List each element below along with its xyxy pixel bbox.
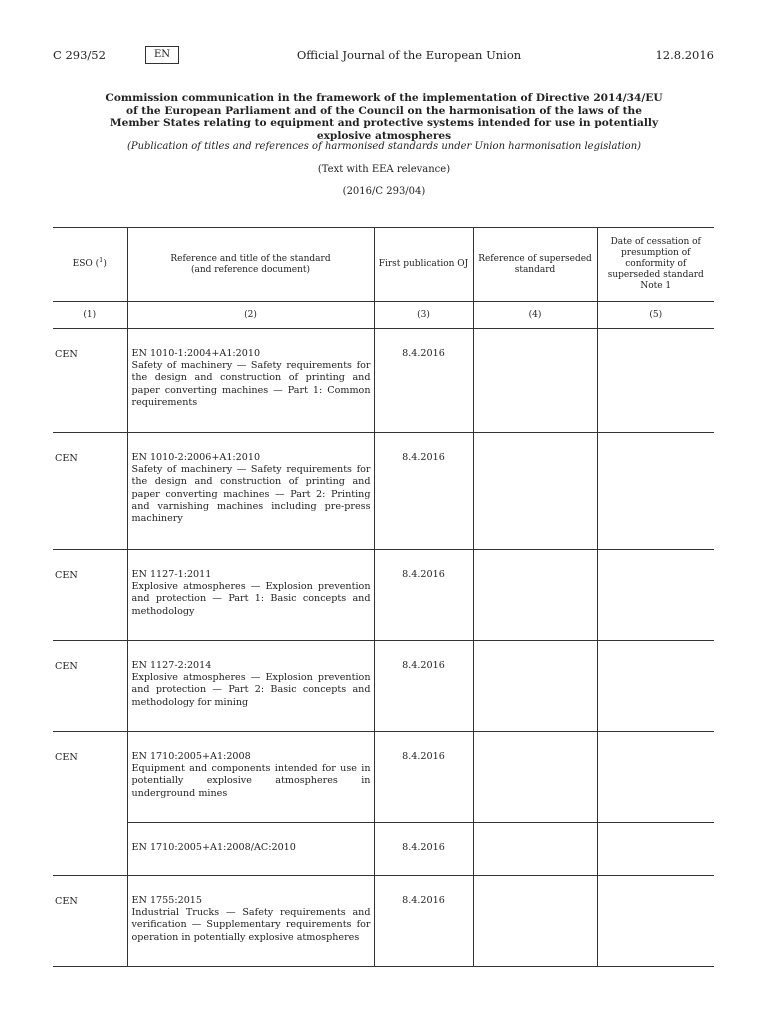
superseded-cell — [473, 876, 597, 967]
eso-cell: CEN — [53, 641, 127, 732]
standard-cell — [127, 876, 374, 967]
column-number-row — [53, 302, 714, 329]
document-reference: (2016/C 293/04) — [342, 186, 426, 197]
header-superseded: Reference of superseded standard — [473, 228, 597, 302]
standard-title: Safety of machinery — Safety requirements for the design and construction of printing and paper converting machines — Part 1: Common requirements — [131, 360, 371, 408]
cessation-cell — [597, 823, 714, 876]
standard-reference: EN 1710:2005+A1:2008 — [131, 751, 251, 762]
standard-reference: EN 1010-1:2004+A1:2010 — [131, 348, 261, 359]
column-number: (1) — [53, 302, 127, 329]
language-badge: EN — [145, 46, 179, 64]
superseded-cell — [473, 433, 597, 550]
standard-title: Explosive atmospheres — Explosion prevention and protection — Part 1: Basic concepts and methodology — [131, 581, 371, 617]
table-row — [53, 641, 714, 732]
cessation-cell — [597, 876, 714, 967]
standard-cell — [127, 732, 374, 823]
publication-subtitle: (Publication of titles and references of harmonised standards under Union harmonisation legislation) — [126, 141, 642, 152]
eso-cell: CEN — [53, 550, 127, 641]
superseded-cell — [473, 329, 597, 433]
eso-cell: CEN — [53, 329, 127, 433]
superseded-cell — [473, 732, 597, 823]
header-first-publication: First publication OJ — [374, 228, 473, 302]
journal-name-text: Official Journal of the European Union — [296, 48, 522, 62]
standard-cell — [127, 550, 374, 641]
standards-table — [53, 227, 714, 967]
table-row — [53, 329, 714, 433]
standard-title: Explosive atmospheres — Explosion prevention and protection — Part 2: Basic concepts and methodology for mining — [131, 672, 371, 708]
publication-date: 12.8.2016 — [655, 48, 714, 62]
first-publication-cell: 8.4.2016 — [374, 329, 473, 433]
cessation-cell — [597, 433, 714, 550]
standard-title: Safety of machinery — Safety requirements for the design and construction of printing and paper converting machines — Part 2: Printing and varnishing machines including pre-press machinery — [131, 464, 371, 525]
first-publication-cell: 8.4.2016 — [374, 433, 473, 550]
column-number: (5) — [597, 302, 714, 329]
eea-relevance: (Text with EEA relevance) — [317, 164, 451, 175]
first-publication-cell: 8.4.2016 — [374, 876, 473, 967]
cessation-cell — [597, 329, 714, 433]
superseded-cell — [473, 823, 597, 876]
eso-cell: CEN — [53, 433, 127, 550]
first-publication-cell: 8.4.2016 — [374, 823, 473, 876]
cessation-cell — [597, 550, 714, 641]
table-row — [53, 433, 714, 550]
communication-title: Commission communication in the framework of the implementation of Directive 2014/34/EU of the European Parliament and of the Council on the harmonisation of the laws of the Member States relating to equipment and protective systems intended for use in potentially explosive atmospheres — [105, 92, 663, 142]
page-reference: C 293/52 — [53, 48, 106, 62]
first-publication-cell: 8.4.2016 — [374, 732, 473, 823]
standard-cell — [127, 641, 374, 732]
header-cessation: Date of cessation of presumption of conformity of superseded standard Note 1 — [597, 228, 714, 302]
journal-name — [0, 48, 768, 62]
table-row — [53, 732, 714, 823]
standard-cell — [127, 823, 374, 876]
standard-reference: EN 1127-2:2014 — [131, 660, 212, 671]
standard-reference: EN 1710:2005+A1:2008/AC:2010 — [131, 842, 296, 853]
header-eso: ESO ($^1$) — [53, 228, 127, 302]
first-publication-cell: 8.4.2016 — [374, 641, 473, 732]
table-row — [53, 823, 714, 876]
standard-reference: EN 1127-1:2011 — [131, 569, 212, 580]
column-number: (3) — [374, 302, 473, 329]
eso-cell: CEN — [53, 876, 127, 967]
table-row — [53, 550, 714, 641]
cessation-cell — [597, 641, 714, 732]
table-row — [53, 876, 714, 967]
table-header-row — [53, 228, 714, 302]
column-number: (2) — [127, 302, 374, 329]
superseded-cell — [473, 641, 597, 732]
standard-reference: EN 1755:2015 — [131, 895, 203, 906]
cessation-cell — [597, 732, 714, 823]
header-reference: Reference and title of the standard (and reference document) — [127, 228, 374, 302]
column-number: (4) — [473, 302, 597, 329]
standard-reference: EN 1010-2:2006+A1:2010 — [131, 452, 261, 463]
standard-title: Industrial Trucks — Safety requirements and verification — Supplementary requirements for operation in potentially explosive atmospheres — [131, 907, 371, 943]
first-publication-cell: 8.4.2016 — [374, 550, 473, 641]
standard-cell — [127, 329, 374, 433]
superseded-cell — [473, 550, 597, 641]
standard-title: Equipment and components intended for use in potentially explosive atmospheres in underground mines — [131, 763, 371, 799]
eso-cell: CEN — [53, 732, 127, 876]
footnote-marker: 1 — [99, 256, 104, 264]
standard-cell — [127, 433, 374, 550]
